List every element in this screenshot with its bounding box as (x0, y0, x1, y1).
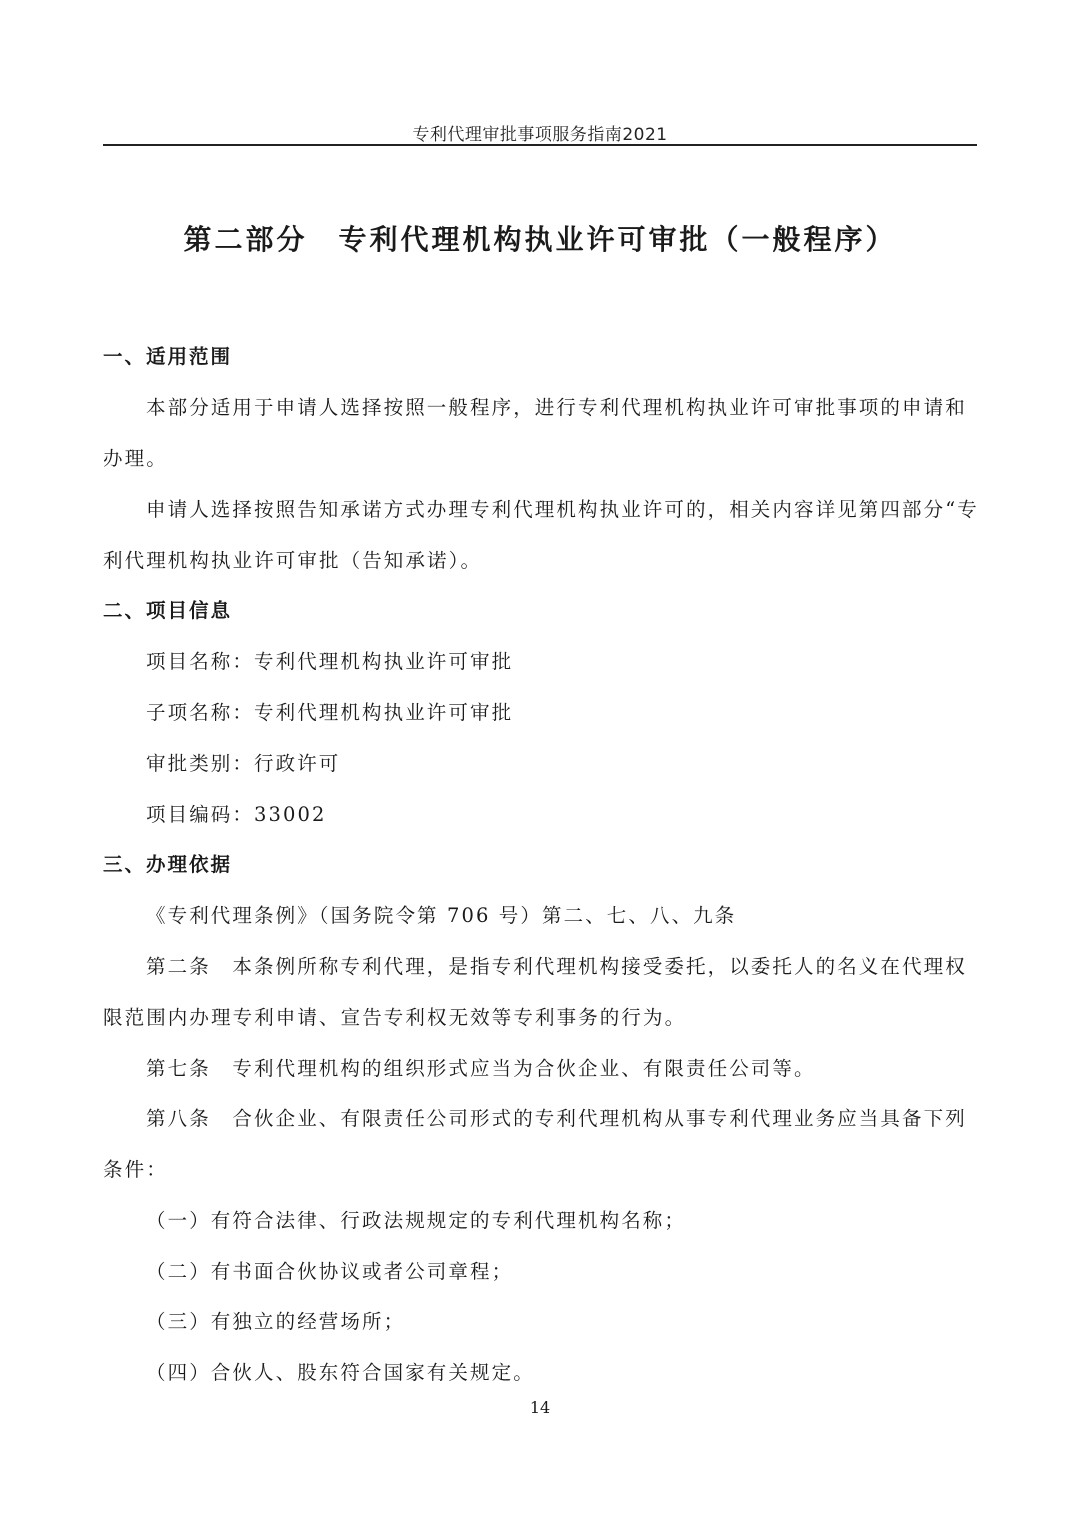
header-rule (103, 144, 977, 146)
paragraph-line: 申请人选择按照告知承诺方式办理专利代理机构执业许可的，相关内容详见第四部分“专 (146, 498, 979, 521)
section-heading-scope: 一、适用范围 (103, 345, 233, 368)
paragraph-line: 办理。 (103, 447, 168, 470)
paragraph-line: 利代理机构执业许可审批（告知承诺）。 (103, 549, 483, 572)
article-2-line: 第二条 本条例所称专利代理，是指专利代理机构接受委托，以委托人的名义在代理权 (146, 955, 967, 978)
section-heading-basis: 三、办理依据 (103, 853, 233, 876)
article-8-line: 条件： (103, 1158, 168, 1181)
condition-item: （四）合伙人、股东符合国家有关规定。 (146, 1361, 535, 1384)
project-code: 项目编码：33002 (146, 803, 327, 826)
running-header: 专利代理审批事项服务指南2021 (412, 125, 668, 145)
section-heading-project-info: 二、项目信息 (103, 599, 233, 622)
article-7: 第七条 专利代理机构的组织形式应当为合伙企业、有限责任公司等。 (146, 1057, 816, 1080)
paragraph-line: 本部分适用于申请人选择按照一般程序，进行专利代理机构执业许可审批事项的申请和 (146, 396, 967, 419)
condition-item: （一）有符合法律、行政法规规定的专利代理机构名称； (146, 1209, 687, 1232)
sub-item-name: 子项名称：专利代理机构执业许可审批 (146, 701, 514, 724)
condition-item: （三）有独立的经营场所； (146, 1310, 406, 1333)
project-name: 项目名称：专利代理机构执业许可审批 (146, 650, 514, 673)
article-2-line: 限范围内办理专利申请、宣告专利权无效等专利事务的行为。 (103, 1006, 687, 1029)
article-8-line: 第八条 合伙企业、有限责任公司形式的专利代理机构从事专利代理业务应当具备下列 (146, 1107, 967, 1130)
regulation-reference: 《专利代理条例》（国务院令第 706 号）第二、七、八、九条 (146, 904, 737, 927)
condition-item: （二）有书面合伙协议或者公司章程； (146, 1260, 514, 1283)
approval-category: 审批类别：行政许可 (146, 752, 341, 775)
page-title: 第二部分 专利代理机构执业许可审批（一般程序） (183, 223, 897, 256)
page-number: 14 (529, 1398, 551, 1417)
